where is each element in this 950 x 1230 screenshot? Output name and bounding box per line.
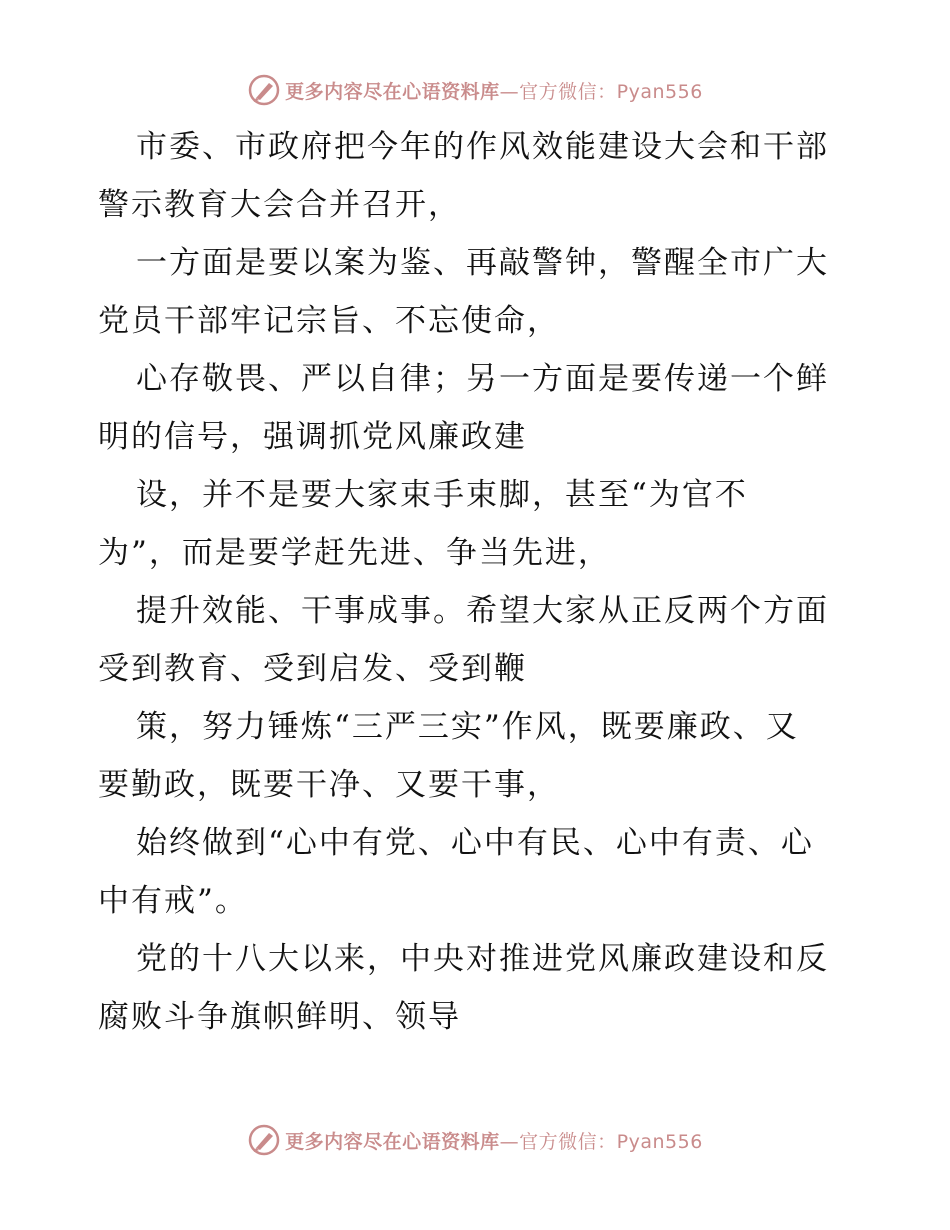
paragraph-6 — [98, 698, 858, 814]
watermark-head: 更多内容尽在心语资料库 — [285, 1130, 500, 1153]
paragraph-line: 党的十八大以来，中央对推进党风廉政建设和反 — [136, 941, 829, 977]
paragraph-4 — [98, 466, 858, 582]
paragraph-line: 明的信号，强调抓党风廉政建 — [98, 419, 527, 455]
paragraph-1 — [98, 118, 858, 234]
watermark-tail: —官方微信：Pyan556 — [499, 80, 703, 103]
paragraph-line: 中有戒”。 — [98, 883, 248, 919]
paragraph-line: 党员干部牢记宗旨、不忘使命， — [98, 303, 560, 339]
watermark-text — [285, 77, 703, 104]
watermark-tail: —官方微信：Pyan556 — [499, 1130, 703, 1153]
paragraph-line: 心存敬畏、严以自律；另一方面是要传递一个鲜 — [136, 361, 829, 397]
document-body — [98, 118, 858, 1046]
paragraph-line: 要勤政，既要干净、又要干事， — [98, 767, 560, 803]
paragraph-line: 腐败斗争旗帜鲜明、领导 — [98, 999, 461, 1035]
paragraph-line: 提升效能、干事成事。希望大家从正反两个方面 — [136, 593, 829, 629]
paragraph-line: 始终做到“心中有党、心中有民、心中有责、心 — [136, 825, 814, 861]
paragraph-line: 一方面是要以案为鉴、再敲警钟，警醒全市广大 — [136, 245, 829, 281]
header-watermark — [0, 70, 950, 110]
watermark-head: 更多内容尽在心语资料库 — [285, 80, 500, 103]
paragraph-7 — [98, 814, 858, 930]
paragraph-line: 为”，而是要学赶先进、争当先进， — [98, 535, 611, 571]
paragraph-line: 市委、市政府把今年的作风效能建设大会和干部 — [136, 129, 829, 165]
paragraph-line: 策，努力锤炼“三严三实”作风，既要廉政、又 — [136, 709, 799, 745]
pen-logo-icon — [247, 73, 281, 107]
pen-logo-icon — [247, 1123, 281, 1157]
paragraph-5 — [98, 582, 858, 698]
paragraph-line: 警示教育大会合并召开， — [98, 187, 461, 223]
footer-watermark — [0, 1120, 950, 1160]
paragraph-2 — [98, 234, 858, 350]
watermark-text — [285, 1127, 703, 1154]
paragraph-8 — [98, 930, 858, 1046]
paragraph-line: 受到教育、受到启发、受到鞭 — [98, 651, 527, 687]
paragraph-line: 设，并不是要大家束手束脚，甚至“为官不 — [136, 477, 748, 513]
paragraph-3 — [98, 350, 858, 466]
